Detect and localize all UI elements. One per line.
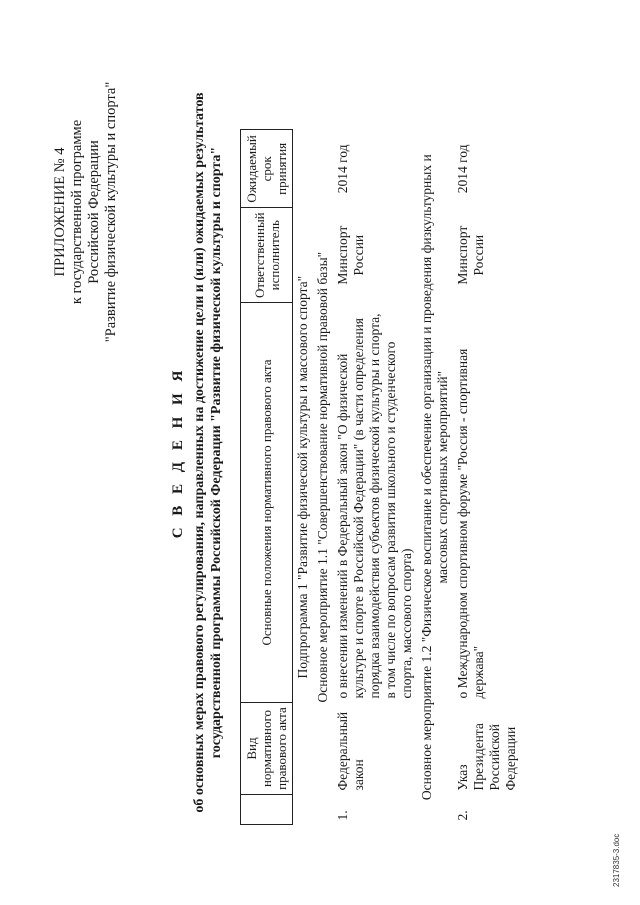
row-number: 2. xyxy=(455,810,470,821)
document-subtitle xyxy=(191,90,225,815)
act-provisions: о внесении изменений в Федеральный закон "О физической культуре и спорте в Российской Федерации" (в части определения порядка взаимодействия субъектов физической культуры и спорта, в том числе по вопросам развития школьного и студенческого спорта, массового спорта) xyxy=(335,313,414,699)
header-act-kind: Вид нормативного правового акта xyxy=(241,703,293,795)
appendix-program-name: "Развитие физической культуры и спорта" xyxy=(103,81,119,343)
document-file-code: 2317835-3.doc xyxy=(612,833,621,887)
appendix-header xyxy=(52,62,120,362)
measure-row xyxy=(417,130,453,825)
act-kind: Указ Президента Российской Федерации xyxy=(455,723,518,791)
table-header-row xyxy=(241,130,293,825)
responsible-executor: Минспорт России xyxy=(455,225,486,285)
header-provisions: Основные положения нормативного правового акта xyxy=(241,303,293,703)
appendix-line: Российской Федерации xyxy=(86,140,102,284)
header-term: Ожидаемый срок принятия xyxy=(241,130,293,208)
subtitle-line: об основных мерах правового регулирования, направленных на достижение цели и (или) ожидаемых результатов xyxy=(192,92,207,813)
measure-row xyxy=(313,130,333,825)
subprogram-row xyxy=(293,130,314,825)
subtitle-line: государственной программы Российской Федерации "Развитие физической культуры и спорта" xyxy=(209,146,224,759)
document-title: С В Е Д Е Н И Я xyxy=(170,366,186,539)
subprogram-title: Подпрограмма 1 "Развитие физической культуры и массового спорта" xyxy=(295,275,310,679)
measures-table xyxy=(240,129,521,825)
measure-title: Основное мероприятие 1.2 "Физическое воспитание и обеспечение организации и проведения физкультурных и массовых спортивных мероприятий" xyxy=(419,154,450,801)
act-provisions: о Международном спортивном форуме "Россия - спортивная держава" xyxy=(455,348,486,699)
table-row xyxy=(333,130,417,825)
adoption-term: 2014 год xyxy=(335,144,350,194)
table-row xyxy=(453,130,521,825)
header-responsible: Ответственный исполнитель xyxy=(241,208,293,303)
header-number xyxy=(241,795,293,825)
row-number: 1. xyxy=(335,810,350,821)
appendix-line: к государственной программе xyxy=(69,119,85,305)
act-kind: Федеральный закон xyxy=(335,711,366,791)
appendix-number: ПРИЛОЖЕНИЕ № 4 xyxy=(52,147,68,277)
adoption-term: 2014 год xyxy=(455,144,470,194)
responsible-executor: Минспорт России xyxy=(335,225,366,285)
measure-title: Основное мероприятие 1.1 "Совершенствование нормативной правовой базы" xyxy=(315,251,330,703)
